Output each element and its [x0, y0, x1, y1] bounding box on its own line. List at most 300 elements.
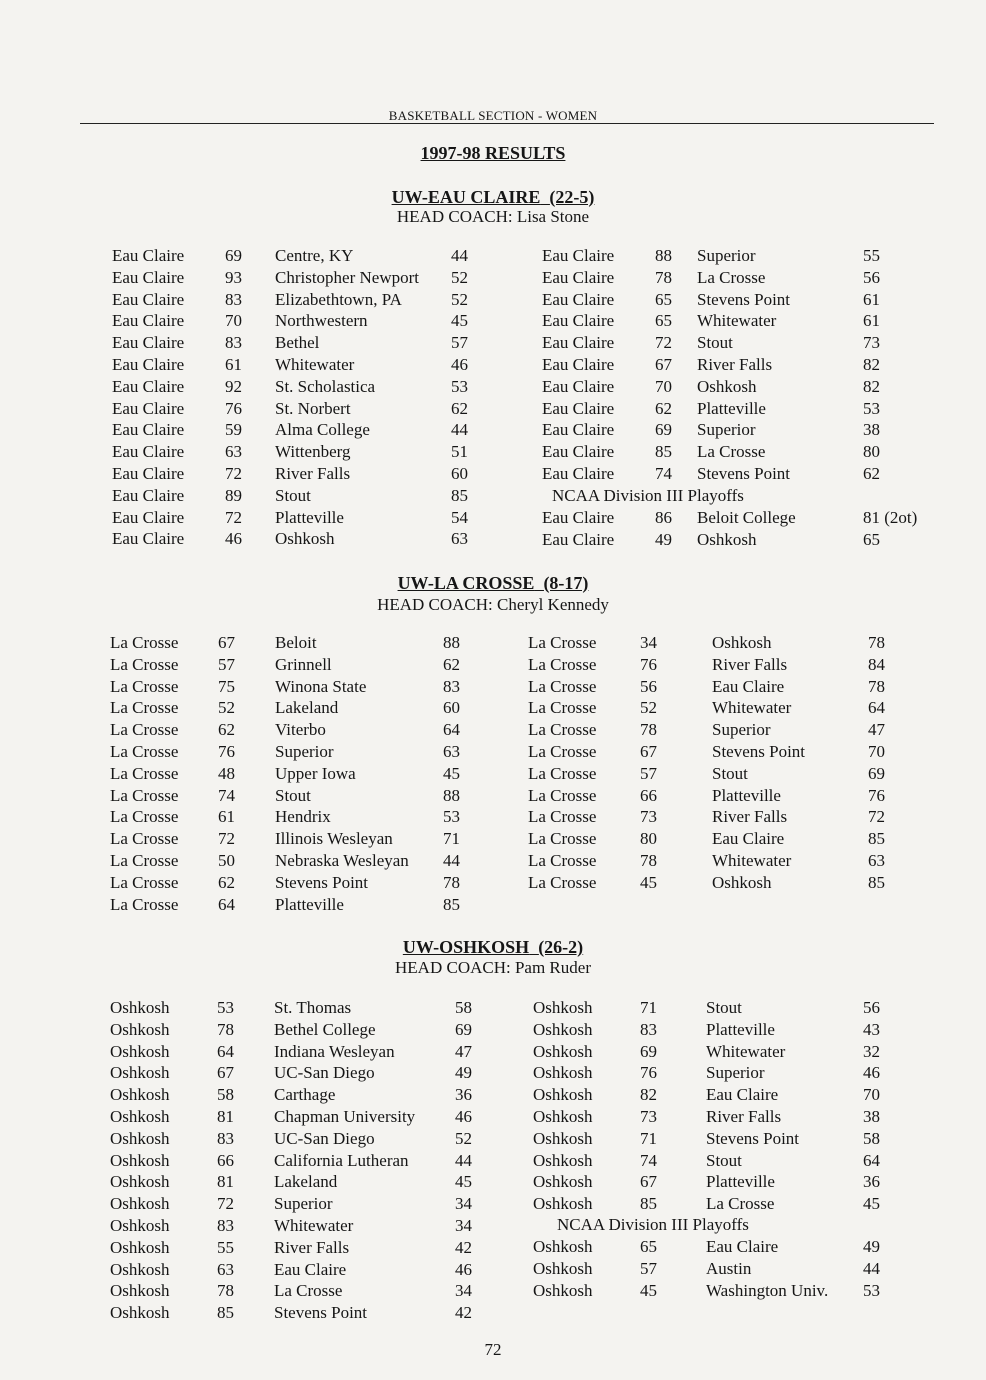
- opponent-score-cell: 84: [868, 654, 885, 674]
- team-cell: La Crosse: [528, 785, 597, 805]
- opponent-score-cell: 55: [863, 246, 880, 265]
- opponent-score-cell: 44: [863, 1258, 880, 1278]
- opponent-score-cell: 58: [863, 1128, 880, 1148]
- opponent-score-cell: 71: [443, 829, 460, 849]
- team-cell: Oshkosh: [533, 1258, 593, 1278]
- opponent-score-cell: 45: [451, 311, 468, 331]
- opponent-score-cell: 81 (2ot): [863, 508, 918, 527]
- team-name: UW-EAU CLAIRE: [391, 187, 541, 207]
- team-score-cell: 83: [217, 1216, 234, 1235]
- team-cell: Oshkosh: [533, 1085, 593, 1105]
- team-score-cell: 81: [217, 1107, 234, 1126]
- opponent-score-cell: 53: [443, 807, 460, 827]
- opponent-score-cell: 47: [868, 720, 885, 740]
- opponent-cell: Whitewater: [706, 1041, 786, 1061]
- team-cell: La Crosse: [528, 633, 597, 652]
- game-row: [0, 1236, 986, 1258]
- team-cell: Oshkosh: [110, 1085, 170, 1105]
- team-score-cell: 76: [225, 398, 242, 418]
- opponent-score-cell: 51: [451, 442, 468, 462]
- page-number: 72: [484, 1340, 502, 1359]
- opponent-cell: Platteville: [712, 785, 781, 805]
- team-score-cell: 57: [640, 763, 657, 783]
- game-row: [0, 267, 986, 289]
- team-score-cell: 62: [218, 872, 235, 892]
- opponent-score-cell: 78: [443, 872, 460, 892]
- game-row: [0, 997, 986, 1019]
- team-cell: La Crosse: [110, 851, 179, 870]
- team-cell: Oshkosh: [110, 1259, 170, 1279]
- opponent-score-cell: 88: [443, 633, 460, 652]
- opponent-cell: Platteville: [275, 894, 344, 914]
- opponent-cell: Viterbo: [275, 720, 326, 740]
- team-score-cell: 50: [218, 851, 235, 870]
- opponent-score-cell: 76: [868, 785, 885, 805]
- team-cell: Eau Claire: [542, 442, 615, 462]
- opponent-cell: La Crosse: [697, 442, 766, 462]
- team-cell: Eau Claire: [112, 442, 185, 462]
- opponent-cell: Stevens Point: [275, 872, 369, 892]
- team-score-cell: 71: [640, 1128, 657, 1148]
- team-score-cell: 65: [640, 1237, 657, 1256]
- game-row: [0, 310, 986, 332]
- game-row: [0, 1150, 986, 1172]
- game-row: [0, 376, 986, 398]
- game-row: [0, 894, 986, 916]
- opponent-score-cell: 60: [443, 698, 460, 718]
- opponent-cell: Lakeland: [274, 1172, 338, 1192]
- opponent-score-cell: 34: [455, 1216, 472, 1235]
- team-cell: La Crosse: [110, 894, 179, 914]
- opponent-cell: Washington Univ.: [706, 1280, 829, 1300]
- game-row: [0, 741, 986, 763]
- team-cell: Oshkosh: [110, 1216, 170, 1235]
- team-cell: La Crosse: [528, 698, 597, 718]
- game-row: [0, 463, 986, 485]
- team-score-cell: 74: [655, 464, 672, 483]
- team-score-cell: 55: [217, 1237, 234, 1257]
- team-score-cell: 49: [655, 529, 672, 549]
- team-score-cell: 46: [225, 529, 242, 549]
- game-row: [0, 529, 986, 551]
- game-row: [0, 697, 986, 719]
- team-score-cell: 76: [640, 1063, 657, 1083]
- game-row: [0, 1280, 986, 1302]
- game-row: [0, 1084, 986, 1106]
- team-score-cell: 92: [225, 376, 242, 396]
- opponent-score-cell: 54: [451, 507, 468, 527]
- opponent-cell: Illinois Wesleyan: [275, 829, 393, 849]
- team-score-cell: 71: [640, 998, 657, 1017]
- team-score-cell: 82: [640, 1085, 657, 1105]
- team-score-cell: 93: [225, 267, 242, 287]
- team-cell: La Crosse: [528, 720, 597, 740]
- team-score-cell: 52: [640, 698, 657, 718]
- opponent-score-cell: 73: [863, 333, 880, 353]
- opponent-cell: California Lutheran: [274, 1150, 409, 1170]
- opponent-cell: Platteville: [697, 398, 766, 418]
- game-row: [0, 507, 986, 529]
- opponent-cell: Superior: [697, 420, 756, 440]
- opponent-score-cell: 42: [455, 1237, 472, 1257]
- opponent-score-cell: 56: [863, 998, 880, 1017]
- opponent-score-cell: 38: [863, 1107, 880, 1126]
- team-cell: Eau Claire: [112, 267, 185, 287]
- team-score-cell: 83: [640, 1019, 657, 1039]
- opponent-score-cell: 70: [863, 1085, 880, 1105]
- team-score-cell: 85: [655, 442, 672, 462]
- results-title: [0, 143, 986, 164]
- game-row: [0, 785, 986, 807]
- team-cell: La Crosse: [528, 763, 597, 783]
- team-score-cell: 83: [217, 1128, 234, 1148]
- opponent-score-cell: 62: [863, 464, 880, 483]
- opponent-score-cell: 64: [868, 698, 885, 718]
- opponent-score-cell: 58: [455, 998, 472, 1017]
- team-score-cell: 72: [217, 1194, 234, 1214]
- team-score-cell: 67: [640, 742, 657, 761]
- opponent-cell: Eau Claire: [274, 1259, 347, 1279]
- opponent-score-cell: 85: [443, 894, 460, 914]
- team-record: (26-2): [538, 937, 584, 957]
- team-score-cell: 69: [225, 246, 242, 265]
- opponent-score-cell: 44: [451, 420, 468, 440]
- opponent-score-cell: 63: [451, 529, 468, 549]
- opponent-cell: Superior: [712, 720, 771, 740]
- team-score-cell: 73: [640, 1107, 657, 1126]
- opponent-score-cell: 63: [443, 742, 460, 761]
- game-row: [0, 1193, 986, 1215]
- opponent-score-cell: 85: [451, 485, 468, 505]
- game-row: [0, 1062, 986, 1084]
- opponent-score-cell: 53: [863, 1280, 880, 1300]
- game-row: [0, 441, 986, 463]
- team-cell: La Crosse: [110, 785, 179, 805]
- team-score-cell: 86: [655, 508, 672, 527]
- opponent-score-cell: 52: [451, 267, 468, 287]
- team-score-cell: 65: [655, 311, 672, 331]
- results-title-text: 1997-98 RESULTS: [420, 143, 566, 163]
- opponent-cell: River Falls: [712, 807, 788, 827]
- team-cell: La Crosse: [110, 633, 179, 652]
- opponent-score-cell: 72: [868, 807, 885, 827]
- opponent-score-cell: 83: [443, 676, 460, 696]
- team-score-cell: 72: [655, 333, 672, 353]
- team-cell: Oshkosh: [110, 1237, 170, 1257]
- opponent-cell: Northwestern: [275, 311, 368, 331]
- opponent-score-cell: 62: [443, 654, 460, 674]
- game-row: [0, 1215, 986, 1237]
- team-score-cell: 57: [218, 654, 235, 674]
- opponent-cell: Eau Claire: [712, 676, 785, 696]
- team-cell: Eau Claire: [112, 485, 185, 505]
- opponent-score-cell: 60: [451, 464, 468, 483]
- opponent-score-cell: 34: [455, 1194, 472, 1214]
- opponent-score-cell: 70: [868, 742, 885, 761]
- team-score-cell: 63: [225, 442, 242, 462]
- game-row: [0, 245, 986, 267]
- opponent-score-cell: 46: [451, 355, 468, 374]
- team-cell: Eau Claire: [112, 464, 185, 483]
- opponent-cell: Chapman University: [274, 1107, 416, 1126]
- game-row: [0, 1106, 986, 1128]
- team-cell: La Crosse: [110, 829, 179, 849]
- opponent-cell: Stevens Point: [697, 289, 791, 309]
- playoffs-label-eau-claire: NCAA Division III Playoffs: [552, 486, 744, 505]
- team-cell: La Crosse: [110, 763, 179, 783]
- team-score-cell: 62: [655, 398, 672, 418]
- game-row: [0, 763, 986, 785]
- opponent-cell: Winona State: [275, 676, 367, 696]
- opponent-score-cell: 80: [863, 442, 880, 462]
- team-score-cell: 63: [217, 1259, 234, 1279]
- team-cell: Eau Claire: [112, 507, 185, 527]
- team-cell: Eau Claire: [542, 508, 615, 527]
- team-title-oshkosh: [0, 937, 986, 958]
- team-cell: Eau Claire: [112, 420, 185, 440]
- team-cell: Eau Claire: [542, 420, 615, 440]
- team-cell: Eau Claire: [112, 529, 185, 549]
- team-score-cell: 85: [217, 1303, 234, 1323]
- team-cell: Oshkosh: [533, 1172, 593, 1192]
- opponent-cell: Beloit: [275, 633, 317, 652]
- team-cell: Oshkosh: [533, 1194, 593, 1214]
- opponent-score-cell: 52: [451, 289, 468, 309]
- opponent-cell: Oshkosh: [712, 633, 772, 652]
- team-score-cell: 78: [217, 1019, 234, 1039]
- team-score-cell: 67: [218, 633, 235, 652]
- team-score-cell: 58: [217, 1085, 234, 1105]
- team-cell: Eau Claire: [542, 464, 615, 483]
- playoffs-label-oshkosh: NCAA Division III Playoffs: [557, 1215, 749, 1234]
- team-cell: La Crosse: [110, 676, 179, 696]
- team-cell: Eau Claire: [112, 311, 185, 331]
- opponent-cell: Alma College: [275, 420, 370, 440]
- team-cell: Eau Claire: [542, 529, 615, 549]
- team-score-cell: 67: [217, 1063, 234, 1083]
- game-row: [0, 632, 986, 654]
- team-score-cell: 66: [217, 1150, 234, 1170]
- team-score-cell: 78: [217, 1281, 234, 1301]
- team-cell: Oshkosh: [110, 1150, 170, 1170]
- game-row: [0, 485, 986, 507]
- team-cell: La Crosse: [110, 720, 179, 740]
- team-score-cell: 76: [640, 654, 657, 674]
- coach-line-la-crosse: HEAD COACH: Cheryl Kennedy: [377, 595, 609, 614]
- team-score-cell: 78: [640, 851, 657, 870]
- team-score-cell: 89: [225, 485, 242, 505]
- team-score-cell: 75: [218, 676, 235, 696]
- opponent-score-cell: 61: [863, 311, 880, 331]
- opponent-cell: Bethel: [275, 333, 320, 353]
- opponent-score-cell: 78: [868, 633, 885, 652]
- opponent-score-cell: 45: [863, 1194, 880, 1214]
- opponent-cell: La Crosse: [274, 1281, 343, 1301]
- team-cell: La Crosse: [110, 807, 179, 827]
- team-score-cell: 65: [655, 289, 672, 309]
- opponent-score-cell: 88: [443, 785, 460, 805]
- team-score-cell: 73: [640, 807, 657, 827]
- team-score-cell: 61: [225, 355, 242, 374]
- opponent-cell: Stout: [706, 1150, 742, 1170]
- team-cell: Oshkosh: [110, 1063, 170, 1083]
- opponent-cell: Whitewater: [712, 851, 792, 870]
- coach-line-eau-claire: HEAD COACH: Lisa Stone: [396, 207, 590, 226]
- team-score-cell: 57: [640, 1258, 657, 1278]
- opponent-score-cell: 38: [863, 420, 880, 440]
- opponent-cell: Upper Iowa: [275, 763, 356, 783]
- team-score-cell: 80: [640, 829, 657, 849]
- game-row: [0, 398, 986, 420]
- team-cell: Oshkosh: [533, 1041, 593, 1061]
- team-score-cell: 67: [640, 1172, 657, 1192]
- opponent-cell: Superior: [697, 246, 756, 265]
- opponent-score-cell: 52: [455, 1128, 472, 1148]
- team-cell: Oshkosh: [110, 1019, 170, 1039]
- team-title-la-crosse: [0, 573, 986, 594]
- opponent-cell: Eau Claire: [706, 1237, 779, 1256]
- coach-line-oshkosh: HEAD COACH: Pam Ruder: [395, 958, 591, 977]
- opponent-score-cell: 43: [863, 1019, 880, 1039]
- opponent-cell: Eau Claire: [706, 1085, 779, 1105]
- opponent-cell: Elizabethtown, PA: [275, 289, 402, 309]
- opponent-cell: Centre, KY: [275, 246, 354, 265]
- team-cell: Eau Claire: [112, 246, 185, 265]
- team-score-cell: 74: [218, 785, 235, 805]
- team-cell: Eau Claire: [112, 398, 185, 418]
- opponent-score-cell: 85: [868, 829, 885, 849]
- team-cell: Oshkosh: [533, 1063, 593, 1083]
- opponent-cell: Whitewater: [275, 355, 355, 374]
- team-score-cell: 83: [225, 289, 242, 309]
- team-score-cell: 56: [640, 676, 657, 696]
- game-row: [0, 419, 986, 441]
- opponent-cell: Austin: [706, 1258, 752, 1278]
- team-score-cell: 69: [655, 420, 672, 440]
- game-row: [0, 1128, 986, 1150]
- opponent-score-cell: 56: [863, 267, 880, 287]
- team-score-cell: 83: [225, 333, 242, 353]
- opponent-cell: Platteville: [706, 1019, 775, 1039]
- game-row: [0, 676, 986, 698]
- opponent-cell: La Crosse: [697, 267, 766, 287]
- team-cell: Oshkosh: [110, 1107, 170, 1126]
- game-row: [0, 1258, 986, 1280]
- team-cell: Oshkosh: [533, 998, 593, 1017]
- opponent-score-cell: 78: [868, 676, 885, 696]
- opponent-cell: River Falls: [274, 1237, 350, 1257]
- team-score-cell: 72: [218, 829, 235, 849]
- game-row: [0, 289, 986, 311]
- team-score-cell: 76: [218, 742, 235, 761]
- team-cell: La Crosse: [528, 654, 597, 674]
- game-row: [0, 719, 986, 741]
- opponent-cell: Christopher Newport: [275, 267, 420, 287]
- team-score-cell: 62: [218, 720, 235, 740]
- team-cell: La Crosse: [528, 742, 597, 761]
- game-row: [0, 828, 986, 850]
- team-cell: La Crosse: [528, 872, 597, 892]
- opponent-score-cell: 47: [455, 1041, 472, 1061]
- opponent-score-cell: 36: [455, 1085, 472, 1105]
- team-cell: Eau Claire: [542, 355, 615, 374]
- team-cell: Eau Claire: [542, 398, 615, 418]
- team-cell: Oshkosh: [110, 1172, 170, 1192]
- opponent-cell: River Falls: [275, 464, 351, 483]
- team-score-cell: 61: [218, 807, 235, 827]
- opponent-score-cell: 69: [455, 1019, 472, 1039]
- team-cell: Eau Claire: [112, 289, 185, 309]
- opponent-cell: Whitewater: [712, 698, 792, 718]
- opponent-score-cell: 82: [863, 355, 880, 374]
- team-score-cell: 88: [655, 246, 672, 265]
- team-score-cell: 69: [640, 1041, 657, 1061]
- team-score-cell: 45: [640, 1280, 657, 1300]
- team-cell: La Crosse: [528, 807, 597, 827]
- team-cell: La Crosse: [110, 742, 179, 761]
- team-score-cell: 64: [217, 1041, 234, 1061]
- team-name: UW-OSHKOSH: [402, 937, 530, 957]
- team-cell: Eau Claire: [542, 376, 615, 396]
- team-cell: La Crosse: [110, 654, 179, 674]
- team-cell: Oshkosh: [533, 1280, 593, 1300]
- opponent-cell: River Falls: [697, 355, 773, 374]
- opponent-score-cell: 69: [868, 763, 885, 783]
- opponent-cell: La Crosse: [706, 1194, 775, 1214]
- team-cell: Oshkosh: [533, 1128, 593, 1148]
- game-row: [0, 850, 986, 872]
- team-score-cell: 52: [218, 698, 235, 718]
- game-row: [0, 332, 986, 354]
- opponent-score-cell: 82: [863, 376, 880, 396]
- team-score-cell: 64: [218, 894, 235, 914]
- opponent-cell: Superior: [706, 1063, 765, 1083]
- opponent-cell: Oshkosh: [275, 529, 335, 549]
- opponent-cell: Bethel College: [274, 1019, 376, 1039]
- opponent-score-cell: 44: [443, 851, 460, 870]
- team-score-cell: 67: [655, 355, 672, 374]
- opponent-cell: Stevens Point: [274, 1303, 368, 1323]
- opponent-score-cell: 32: [863, 1041, 880, 1061]
- team-score-cell: 53: [217, 998, 234, 1017]
- game-row: [0, 1041, 986, 1063]
- team-title-eau-claire: [0, 187, 986, 208]
- opponent-cell: Stevens Point: [697, 464, 791, 483]
- team-cell: Oshkosh: [110, 1128, 170, 1148]
- team-score-cell: 72: [225, 464, 242, 483]
- opponent-cell: Stout: [275, 485, 311, 505]
- opponent-score-cell: 46: [455, 1259, 472, 1279]
- opponent-score-cell: 63: [868, 851, 885, 870]
- opponent-score-cell: 45: [455, 1172, 472, 1192]
- game-row: [0, 872, 986, 894]
- team-cell: Oshkosh: [110, 1281, 170, 1301]
- opponent-cell: Oshkosh: [712, 872, 772, 892]
- opponent-cell: River Falls: [712, 654, 788, 674]
- team-cell: La Crosse: [528, 851, 597, 870]
- team-cell: Eau Claire: [542, 333, 615, 353]
- opponent-cell: Platteville: [706, 1172, 775, 1192]
- team-cell: Eau Claire: [542, 311, 615, 331]
- opponent-cell: UC-San Diego: [274, 1063, 375, 1083]
- opponent-cell: Beloit College: [697, 508, 796, 527]
- team-score-cell: 85: [640, 1194, 657, 1214]
- opponent-cell: Lakeland: [275, 698, 339, 718]
- opponent-cell: Superior: [275, 742, 334, 761]
- team-score-cell: 78: [655, 267, 672, 287]
- team-cell: Eau Claire: [542, 289, 615, 309]
- opponent-cell: Hendrix: [275, 807, 331, 827]
